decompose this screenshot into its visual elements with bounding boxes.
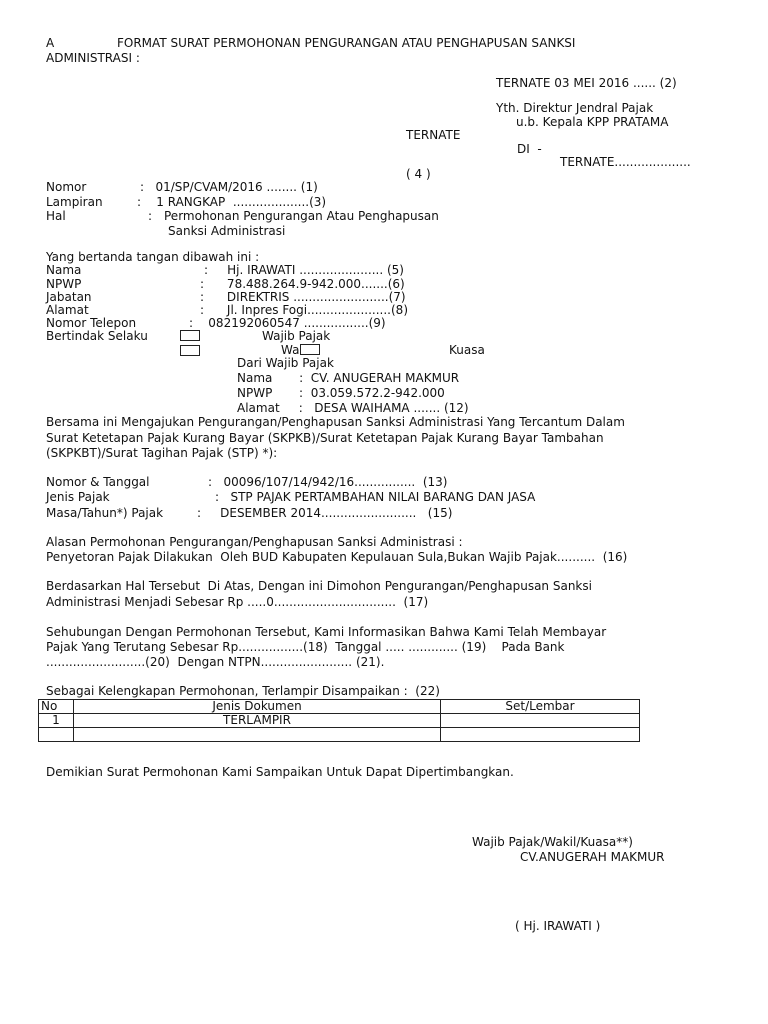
table-cell-jenis-dokumen: TERLAMPIR [74, 714, 441, 728]
hal-value-continued: Sanksi Administrasi [168, 224, 286, 238]
jenis-pajak-label: Jenis Pajak [46, 490, 110, 504]
signer-nama-value: : Hj. IRAWATI ...................... (5) [204, 263, 404, 277]
nomor-value: : 01/SP/CVAM/2016 ........ (1) [140, 180, 318, 194]
recipient-title: Yth. Direktur Jendral Pajak [496, 101, 654, 115]
signer-jabatan-label: Jabatan [46, 290, 92, 304]
column-header-jenis-dokumen: Jenis Dokumen [74, 700, 441, 714]
signer-telepon-value: : 082192060547 .................(9) [189, 316, 386, 330]
signer-npwp-label: NPWP [46, 277, 82, 291]
lampiran-value: : 1 RANGKAP ....................(3) [137, 195, 327, 209]
option-kuasa: Kuasa [449, 343, 485, 357]
wakil-checkbox[interactable] [180, 345, 200, 356]
table-row [39, 728, 640, 742]
attachment-table [38, 699, 640, 742]
document-title: FORMAT SURAT PERMOHONAN PENGURANGAN ATAU PENGHAPUSAN SANKSI [117, 36, 576, 50]
table-cell-set-lembar [441, 728, 640, 742]
section-label: A [46, 36, 55, 50]
nomor-label: Nomor [46, 180, 87, 194]
bertindak-label: Bertindak Selaku [46, 329, 148, 343]
signer-npwp-value: : 78.488.264.9-942.000.......(6) [200, 277, 405, 291]
table-header-row [39, 700, 640, 714]
document-title-continued: ADMINISTRASI : [46, 51, 140, 65]
request-paragraph-line3: (SKPKBT)/Surat Tagihan Pajak (STP) *): [46, 446, 278, 460]
column-header-no: No [39, 700, 74, 714]
table-row [39, 714, 640, 728]
request-paragraph-line1: Bersama ini Mengajukan Pengurangan/Penghapusan Sanksi Administrasi Yang Tercantum Dalam [46, 415, 625, 429]
signatory-company: CV.ANUGERAH MAKMUR [520, 850, 665, 864]
masa-pajak-value: : DESEMBER 2014......................... (15) [197, 506, 453, 520]
lampiran-intro: Sebagai Kelengkapan Permohonan, Terlampir Disampaikan : (22) [46, 684, 440, 698]
request-paragraph-line2: Surat Ketetapan Pajak Kurang Bayar (SKPKB)/Surat Ketetapan Pajak Kurang Bayar Tambahan [46, 431, 604, 445]
dasar-line1: Berdasarkan Hal Tersebut Di Atas, Dengan ini Dimohon Pengurangan/Penghapusan Sanksi [46, 579, 592, 593]
recipient-ub: u.b. Kepala KPP PRATAMA [516, 115, 669, 129]
hal-value: Permohonan Pengurangan Atau Penghapusan [164, 209, 439, 223]
signatory-role: Wajib Pajak/Wakil/Kuasa**) [472, 835, 633, 849]
table-cell-no: 1 [39, 714, 74, 728]
table-cell-set-lembar [441, 714, 640, 728]
kuasa-checkbox[interactable] [300, 344, 320, 355]
jenis-pajak-value: : STP PAJAK PERTAMBAHAN NILAI BARANG DAN JASA [215, 490, 536, 504]
wp-alamat: Alamat : DESA WAIHAMA ....... (12) [237, 401, 469, 415]
pembayaran-line3: ..........................(20) Dengan NTPN........................ (21). [46, 655, 385, 669]
pembayaran-line2: Pajak Yang Terutang Sebesar Rp.................(18) Tanggal ..... ............. (19) Pada Bank [46, 640, 565, 654]
closing-statement: Demikian Surat Permohonan Kami Sampaikan Untuk Dapat Dipertimbangkan. [46, 765, 514, 779]
recipient-city: TERNATE [406, 128, 461, 142]
recipient-di: DI - [517, 142, 542, 156]
signer-intro: Yang bertanda tangan dibawah ini : [46, 250, 260, 264]
signer-telepon-label: Nomor Telepon [46, 316, 137, 330]
hal-label: Hal [46, 209, 66, 223]
pembayaran-line1: Sehubungan Dengan Permohonan Tersebut, Kami Informasikan Bahwa Kami Telah Membayar [46, 625, 607, 639]
table-cell-jenis-dokumen [74, 728, 441, 742]
signer-nama-label: Nama [46, 263, 82, 277]
dasar-line2: Administrasi Menjadi Sebesar Rp .....0................................ (17) [46, 595, 429, 609]
option-wajib-pajak: Wajib Pajak [262, 329, 331, 343]
signatory-name: ( Hj. IRAWATI ) [515, 919, 601, 933]
nomor-tanggal-label: Nomor & Tanggal [46, 475, 150, 489]
letter-date: TERNATE 03 MEI 2016 ...... (2) [496, 76, 677, 90]
lampiran-label: Lampiran [46, 195, 103, 209]
wp-npwp: NPWP : 03.059.572.2-942.000 [237, 386, 445, 400]
signer-alamat-value: : Jl. Inpres Fogi......................(8) [200, 303, 408, 317]
table-cell-no [39, 728, 74, 742]
option-wakil: Wa [281, 343, 300, 357]
hal-colon: : [148, 209, 153, 223]
nomor-tanggal-value: : 00096/107/14/942/16................ (13) [208, 475, 448, 489]
recipient-di-city: TERNATE.................... [560, 155, 691, 169]
column-header-set-lembar: Set/Lembar [441, 700, 640, 714]
wp-nama: Nama : CV. ANUGERAH MAKMUR [237, 371, 460, 385]
alasan-heading: Alasan Permohonan Pengurangan/Penghapusan Sanksi Administrasi : [46, 535, 463, 549]
recipient-ref: ( 4 ) [406, 167, 431, 181]
wajib-pajak-checkbox[interactable] [180, 330, 200, 341]
signer-alamat-label: Alamat [46, 303, 89, 317]
signer-jabatan-value: : DIREKTRIS .........................(7) [200, 290, 406, 304]
masa-pajak-label: Masa/Tahun*) Pajak [46, 506, 164, 520]
dari-wajib-pajak: Dari Wajib Pajak [237, 356, 334, 370]
alasan-text: Penyetoran Pajak Dilakukan Oleh BUD Kabupaten Kepulauan Sula,Bukan Wajib Pajak.......... (16) [46, 550, 628, 564]
